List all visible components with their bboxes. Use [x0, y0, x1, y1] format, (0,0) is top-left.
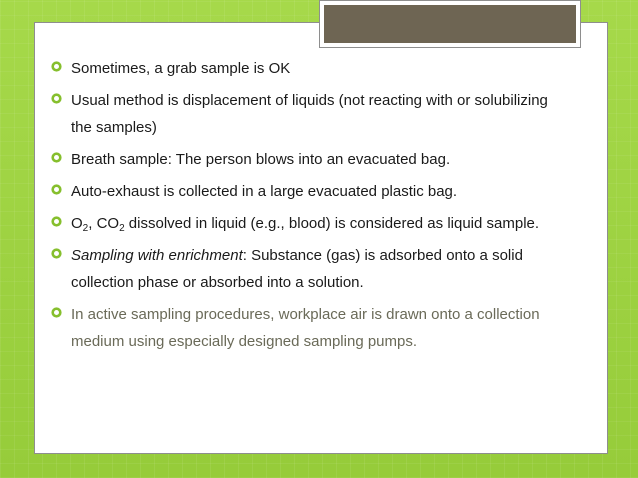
bullet-item: [51, 210, 571, 237]
bullet-text: [71, 247, 523, 291]
bullet-text: Sometimes, a grab sample is OK: [71, 60, 291, 77]
bullet-text-rest: dissolved in liquid (e.g., blood) is considered as liquid sample.: [124, 215, 540, 232]
ring-bullet-icon: [51, 184, 62, 195]
bullet-item: [51, 87, 571, 141]
subscript-2: 2: [119, 223, 125, 234]
title-placeholder-box: [324, 5, 576, 43]
bullet-text: Usual method is displacement of liquids (not reacting with or solubilizing the samples): [71, 92, 548, 136]
bullet-item: [51, 242, 571, 296]
bullet-text: In active sampling procedures, workplace air is drawn onto a collection medium using especially designed sampling pumps.: [71, 306, 540, 350]
ring-bullet-icon: [51, 248, 62, 259]
bullet-item: [51, 178, 571, 205]
bullet-text-o: O: [71, 215, 83, 232]
bullet-list: [51, 55, 571, 360]
bullet-text-sep: , CO: [88, 215, 120, 232]
ring-bullet-icon: [51, 152, 62, 163]
bullet-item: [51, 301, 571, 355]
ring-bullet-icon: [51, 307, 62, 318]
bullet-text: Breath sample: The person blows into an evacuated bag.: [71, 151, 451, 168]
subscript-2: 2: [82, 223, 89, 234]
ring-bullet-icon: [51, 216, 62, 227]
title-placeholder-frame: [319, 0, 581, 48]
bullet-emphasis: Sampling with enrichment: [71, 247, 243, 264]
bullet-item: [51, 55, 571, 82]
ring-bullet-icon: [51, 61, 62, 72]
bullet-item: [51, 146, 571, 173]
bullet-text: Auto-exhaust is collected in a large evacuated plastic bag.: [71, 183, 458, 200]
ring-bullet-icon: [51, 93, 62, 104]
bullet-text: [71, 215, 539, 232]
bullet-text-rest: : Substance (gas) is adsorbed onto a solid collection phase or absorbed into a solution.: [71, 247, 523, 291]
